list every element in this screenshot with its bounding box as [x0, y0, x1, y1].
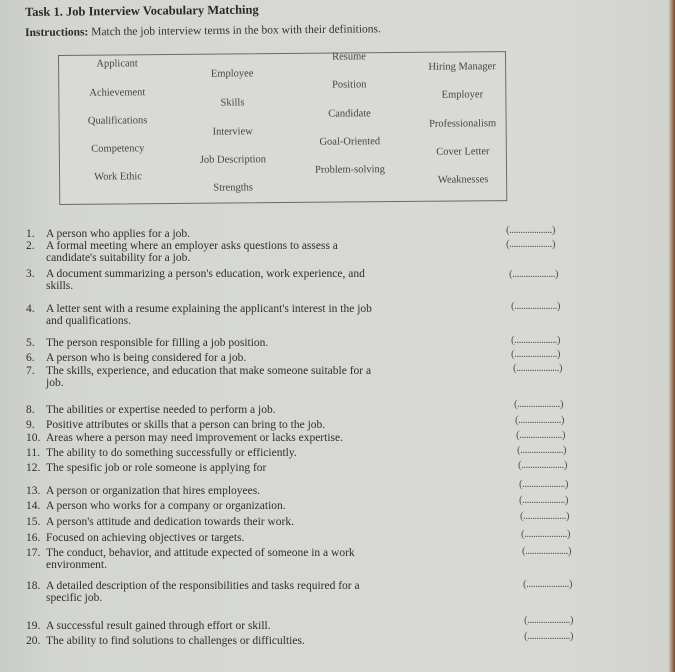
question-19: 19. A successful result gained through effort or skill. — [26, 620, 271, 632]
term-box — [58, 51, 507, 205]
term-skills: Skills — [220, 97, 245, 109]
answer-blank-5[interactable]: (...................) — [511, 334, 561, 346]
answer-blank-9[interactable]: (...................) — [515, 414, 565, 426]
question-13: 13. A person or organization that hires employees. — [26, 485, 261, 497]
term-employer: Employer — [441, 89, 484, 101]
question-5: 5. The person responsible for filling a job position. — [26, 337, 269, 349]
question-20: 20. The ability to find solutions to challenges or difficulties. — [26, 635, 305, 647]
term-problem-solving: Problem-solving — [314, 164, 386, 176]
answer-blank-15[interactable]: (...................) — [520, 510, 570, 522]
question-1: 1. A person who applies for a job. — [26, 228, 191, 240]
question-3: 3. A document summarizing a person's education, work experience, and skills. — [26, 268, 365, 292]
question-2: 2. A formal meeting where an employer asks questions to assess a candidate's suitability for a job. — [26, 240, 338, 264]
answer-blank-18[interactable]: (...................) — [523, 578, 573, 590]
answer-blank-12[interactable]: (...................) — [518, 459, 568, 471]
question-14: 14. A person who works for a company or organization. — [26, 500, 286, 512]
task-title: Task 1. Job Interview Vocabulary Matching — [25, 2, 259, 19]
question-17: 17. The conduct, behavior, and attitude expected of someone in a work environment. — [26, 547, 355, 571]
answer-blank-11[interactable]: (...................) — [517, 444, 567, 456]
term-goal-oriented: Goal-Oriented — [319, 136, 381, 148]
answer-blank-7[interactable]: (...................) — [513, 362, 563, 374]
question-18: 18. A detailed description of the responsibilities and tasks required for a specific job. — [26, 580, 360, 604]
question-15: 15. A person's attitude and dedication towards their work. — [26, 516, 294, 528]
answer-blank-17[interactable]: (...................) — [522, 545, 572, 557]
answer-blank-6[interactable]: (...................) — [511, 348, 561, 360]
answer-blank-14[interactable]: (...................) — [519, 494, 569, 506]
answer-blank-2[interactable]: (...................) — [506, 238, 556, 250]
answer-blank-4[interactable]: (...................) — [511, 300, 561, 312]
answer-blank-16[interactable]: (...................) — [521, 528, 571, 540]
term-resume: Resume — [332, 51, 366, 63]
term-weaknesses: Weaknesses — [437, 174, 489, 186]
term-candidate: Candidate — [328, 108, 371, 120]
term-achievement: Achievement — [89, 87, 146, 99]
question-4: 4. A letter sent with a resume explaining the applicant's interest in the job and qualifications. — [26, 303, 372, 327]
instructions-label: Instructions: — [25, 26, 89, 39]
term-strengths: Strengths — [213, 182, 254, 194]
answer-blank-8[interactable]: (...................) — [514, 398, 564, 410]
answer-blank-3[interactable]: (...................) — [509, 268, 559, 280]
answer-blank-19[interactable]: (...................) — [524, 614, 574, 626]
term-competency: Competency — [91, 143, 145, 155]
answer-blank-13[interactable]: (...................) — [519, 478, 569, 490]
answer-blank-1[interactable]: (...................) — [506, 224, 556, 236]
question-12: 12. The spesific job or role someone is applying for — [26, 462, 267, 474]
term-professionalism: Professionalism — [429, 118, 497, 130]
term-job-description: Job Description — [199, 154, 267, 166]
term-applicant: Applicant — [96, 58, 138, 70]
answer-blank-20[interactable]: (...................) — [524, 630, 574, 642]
question-8: 8. The abilities or expertise needed to perform a job. — [26, 404, 276, 416]
question-16: 16. Focused on achieving objectives or targets. — [26, 532, 245, 544]
term-cover-letter: Cover Letter — [436, 146, 490, 158]
answer-blank-10[interactable]: (...................) — [516, 429, 566, 441]
term-interview: Interview — [212, 126, 253, 138]
term-hiring-manager: Hiring Manager — [428, 61, 496, 73]
term-qualifications: Qualifications — [87, 115, 148, 127]
instructions — [25, 23, 381, 39]
term-work-ethic: Work Ethic — [94, 171, 143, 183]
term-position: Position — [332, 79, 367, 91]
question-7: 7. The skills, experience, and education that make someone suitable for a job. — [26, 365, 372, 389]
question-11: 11. The ability to do something successfully or efficiently. — [26, 447, 297, 459]
question-10: 10. Areas where a person may need improvement or lacks expertise. — [26, 432, 343, 444]
term-employee: Employee — [210, 68, 254, 80]
question-9: 9. Positive attributes or skills that a person can bring to the job. — [26, 419, 326, 431]
instructions-text: Match the job interview terms in the box with their definitions. — [91, 23, 381, 39]
question-6: 6. A person who is being considered for a job. — [26, 352, 247, 364]
